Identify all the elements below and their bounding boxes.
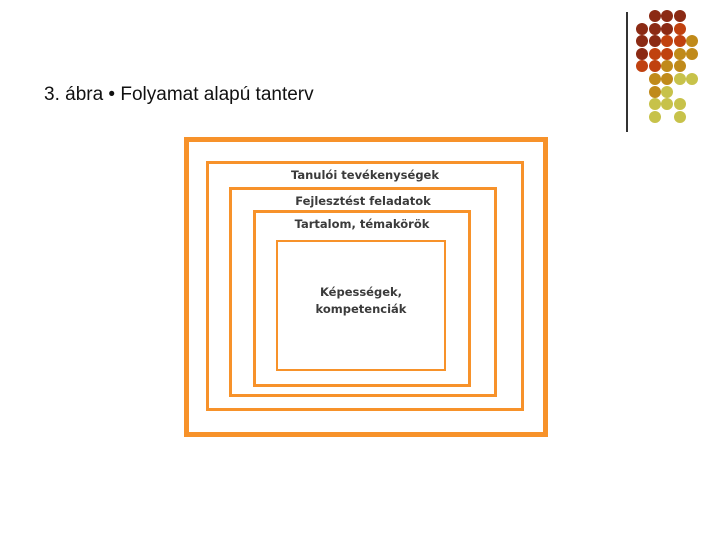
core-label-line2: kompetenciák <box>315 302 407 316</box>
decorative-dot-grid <box>0 0 720 140</box>
decorative-dot <box>661 60 673 72</box>
decorative-dot <box>686 35 698 47</box>
decorative-dot <box>636 23 648 35</box>
decorative-dot <box>649 98 661 110</box>
decorative-dot <box>649 86 661 98</box>
decorative-dot <box>674 23 686 35</box>
layer-label-development-tasks: Fejlesztést feladatok <box>295 194 431 208</box>
core-label <box>276 284 446 318</box>
decorative-dot <box>686 48 698 60</box>
core-label-line1: Képességek, <box>319 285 403 299</box>
decorative-dot <box>674 35 686 47</box>
decorative-dot <box>649 111 661 123</box>
decorative-dot <box>674 111 686 123</box>
decorative-dot <box>661 98 673 110</box>
decorative-dot <box>636 60 648 72</box>
decorative-dot <box>674 73 686 85</box>
decorative-dot <box>661 23 673 35</box>
decorative-dot <box>649 73 661 85</box>
decorative-dot <box>661 73 673 85</box>
decorative-divider-line <box>626 12 628 132</box>
decorative-dot <box>636 48 648 60</box>
decorative-dot <box>674 48 686 60</box>
decorative-dot <box>649 23 661 35</box>
decorative-dot <box>686 73 698 85</box>
layer-label-learner-activities: Tanulói tevékenységek <box>290 168 440 182</box>
decorative-dot <box>661 35 673 47</box>
decorative-dot <box>636 35 648 47</box>
decorative-dot <box>649 48 661 60</box>
decorative-dot <box>674 10 686 22</box>
slide-title: 3. ábra • Folyamat alapú tanterv <box>44 84 314 105</box>
decorative-dot <box>661 10 673 22</box>
decorative-dot <box>674 60 686 72</box>
layer-label-content-topics: Tartalom, témakörök <box>294 217 430 231</box>
decorative-dot <box>674 98 686 110</box>
decorative-dot <box>649 60 661 72</box>
decorative-dot <box>649 35 661 47</box>
decorative-dot <box>661 48 673 60</box>
decorative-dot <box>661 86 673 98</box>
decorative-dot <box>649 10 661 22</box>
